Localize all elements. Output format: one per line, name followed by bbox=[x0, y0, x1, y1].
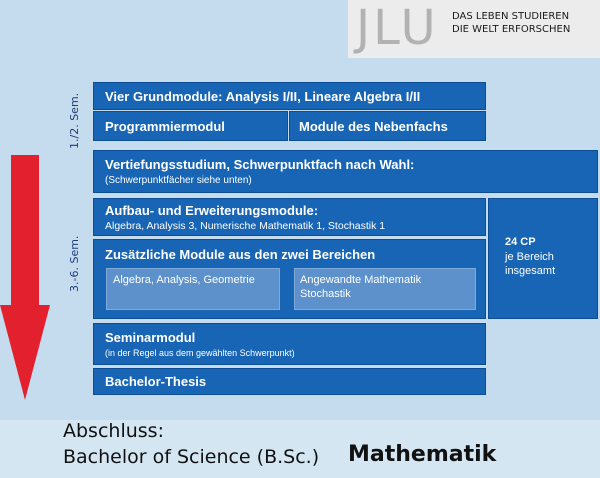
cp-value: 24 CP bbox=[505, 236, 536, 248]
vertiefung-title: Vertiefungsstudium, Schwerpunktfach nach Wahl: bbox=[105, 157, 415, 172]
seminar-title: Seminarmodul bbox=[105, 330, 196, 345]
programmiermodul-block bbox=[93, 111, 288, 141]
semester-label-later: 3.-6. Sem. bbox=[68, 235, 81, 292]
aufbau-block bbox=[93, 198, 486, 236]
degree-name: Bachelor of Science (B.Sc.) bbox=[63, 446, 320, 468]
cp-line-3: insgesamt bbox=[505, 265, 556, 277]
aufbau-subtitle: Algebra, Analysis 3, Numerische Mathematik 1, Stochastik 1 bbox=[105, 220, 386, 232]
tagline-line-2: DIE WELT ERFORSCHEN bbox=[452, 24, 571, 35]
programmiermodul-title: Programmiermodul bbox=[105, 119, 225, 134]
bereich-algebra-label: Algebra, Analysis, Geometrie bbox=[113, 274, 255, 286]
bereich-angewandt-line2: Stochastik bbox=[300, 288, 351, 300]
aufbau-title: Aufbau- und Erweiterungsmodule: bbox=[105, 203, 319, 218]
degree-label: Abschluss: bbox=[63, 420, 164, 442]
time-arrow-shaft bbox=[11, 155, 39, 310]
nebenfach-title: Module des Nebenfachs bbox=[299, 119, 448, 134]
logo-tagline bbox=[452, 10, 570, 36]
seminar-block bbox=[93, 323, 486, 365]
thesis-block bbox=[93, 368, 486, 395]
grundmodule-title: Vier Grundmodule: Analysis I/II, Lineare Algebra I/II bbox=[105, 89, 421, 104]
semester-label-first: 1./2. Sem. bbox=[68, 92, 81, 149]
vertiefung-block bbox=[93, 150, 598, 193]
time-arrow-head bbox=[0, 305, 50, 400]
thesis-title: Bachelor-Thesis bbox=[105, 374, 207, 389]
grundmodule-block bbox=[93, 82, 486, 110]
bereich-angewandt-box bbox=[294, 268, 476, 310]
vertiefung-subtitle: (Schwerpunktfächer siehe unten) bbox=[105, 175, 252, 186]
jlu-logo: JLU bbox=[356, 0, 439, 56]
zusatz-title: Zusätzliche Module aus den zwei Bereichen bbox=[105, 247, 376, 262]
nebenfach-block bbox=[289, 111, 486, 141]
cp-block bbox=[488, 198, 598, 319]
bereich-angewandt-line1: Angewandte Mathematik bbox=[300, 274, 422, 286]
bereich-algebra-box bbox=[106, 268, 280, 310]
degree-subject: Mathematik bbox=[348, 442, 497, 467]
zusatz-block bbox=[93, 239, 486, 319]
cp-line-2: je Bereich bbox=[505, 251, 554, 263]
seminar-subtitle: (in der Regel aus dem gewählten Schwerpunkt) bbox=[105, 348, 295, 358]
tagline-line-1: DAS LEBEN STUDIEREN bbox=[452, 11, 570, 22]
